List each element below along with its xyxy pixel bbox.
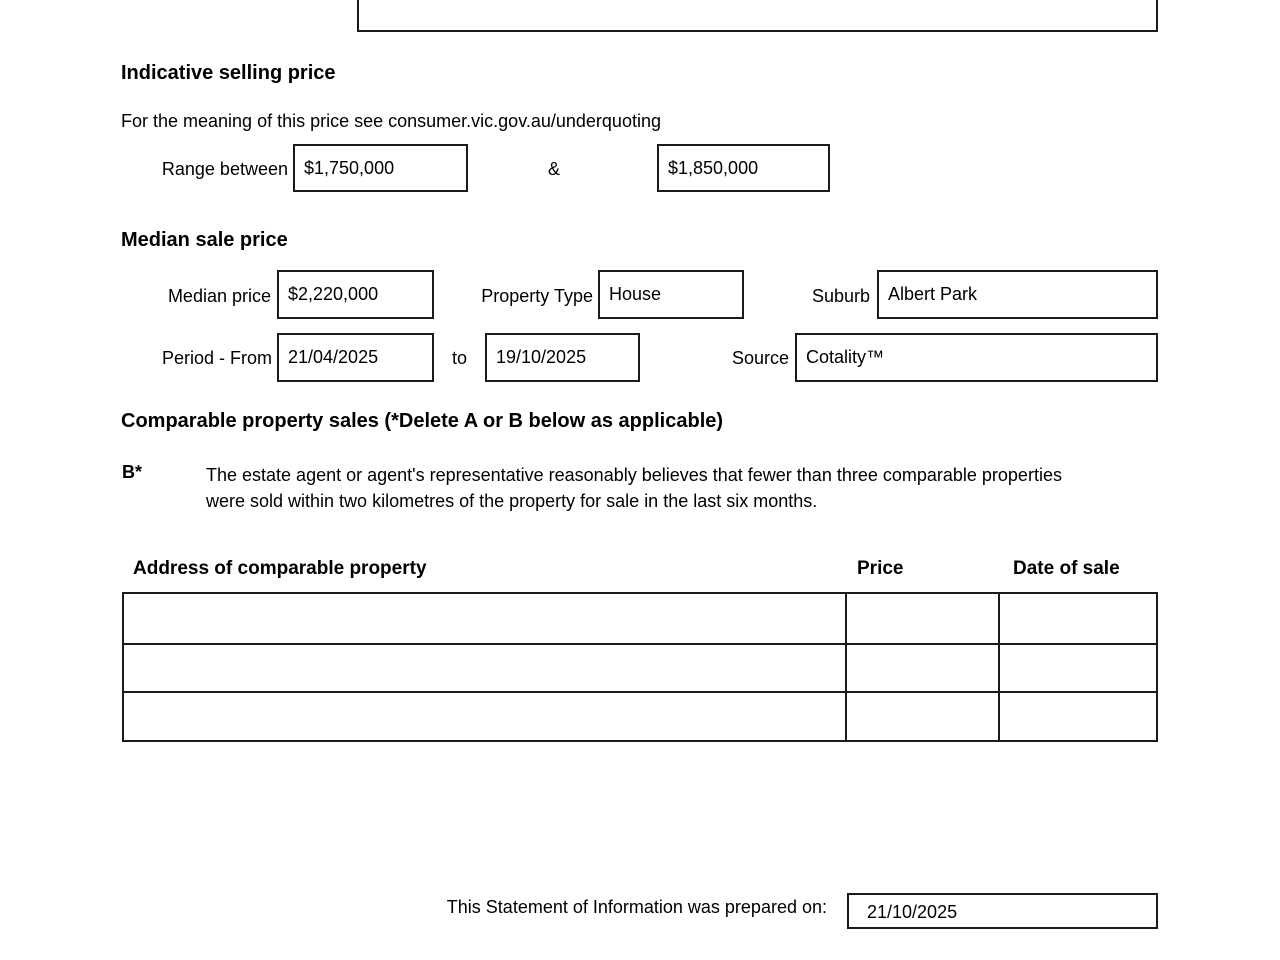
property-type-label: Property Type: [481, 286, 593, 306]
prepared-on-label: This Statement of Information was prepared on:: [446, 897, 827, 917]
table-header-address: Address of comparable property: [133, 558, 427, 579]
truncated-box: [357, 0, 1158, 32]
prepared-date-field[interactable]: 21/10/2025: [847, 893, 1158, 929]
period-to-label: to: [451, 348, 467, 368]
option-b-text: The estate agent or agent's representative reasonably believes that fewer than three comparable properties were sold within two kilometres of the property for sale in the last six months.: [206, 465, 1062, 511]
table-cell-price-1[interactable]: [847, 594, 1000, 643]
source-label: Source: [731, 348, 789, 368]
table-cell-address-3[interactable]: [124, 691, 847, 740]
suburb-label: Suburb: [811, 286, 870, 306]
comparable-sales-table: [122, 592, 1158, 742]
range-to-field[interactable]: $1,850,000: [657, 144, 830, 192]
table-cell-address-1[interactable]: [124, 594, 847, 643]
table-cell-address-2[interactable]: [124, 643, 847, 692]
median-sale-price-heading: Median sale price: [121, 229, 288, 251]
ampersand-label: &: [548, 159, 561, 179]
suburb-field[interactable]: Albert Park: [877, 270, 1158, 319]
option-b-label: B*: [122, 462, 143, 482]
period-from-field[interactable]: 21/04/2025: [277, 333, 434, 382]
underquoting-note: For the meaning of this price see consumer.vic.gov.au/underquoting: [121, 111, 661, 131]
indicative-selling-price-heading: Indicative selling price: [121, 62, 336, 84]
table-header-date-of-sale: Date of sale: [1013, 558, 1120, 579]
table-header-price: Price: [857, 558, 904, 579]
source-field[interactable]: Cotality™: [795, 333, 1158, 382]
table-cell-date-3[interactable]: [1000, 691, 1156, 740]
table-cell-date-1[interactable]: [1000, 594, 1156, 643]
median-price-field[interactable]: $2,220,000: [277, 270, 434, 319]
table-cell-price-2[interactable]: [847, 643, 1000, 692]
property-type-field[interactable]: House: [598, 270, 744, 319]
period-to-field[interactable]: 19/10/2025: [485, 333, 640, 382]
range-from-field[interactable]: $1,750,000: [293, 144, 468, 192]
median-price-label: Median price: [167, 286, 271, 306]
table-cell-date-2[interactable]: [1000, 643, 1156, 692]
table-cell-price-3[interactable]: [847, 691, 1000, 740]
range-between-label: Range between: [161, 159, 288, 179]
comparable-sales-heading: Comparable property sales (*Delete A or B below as applicable): [121, 410, 724, 432]
period-from-label: Period - From: [161, 348, 272, 368]
